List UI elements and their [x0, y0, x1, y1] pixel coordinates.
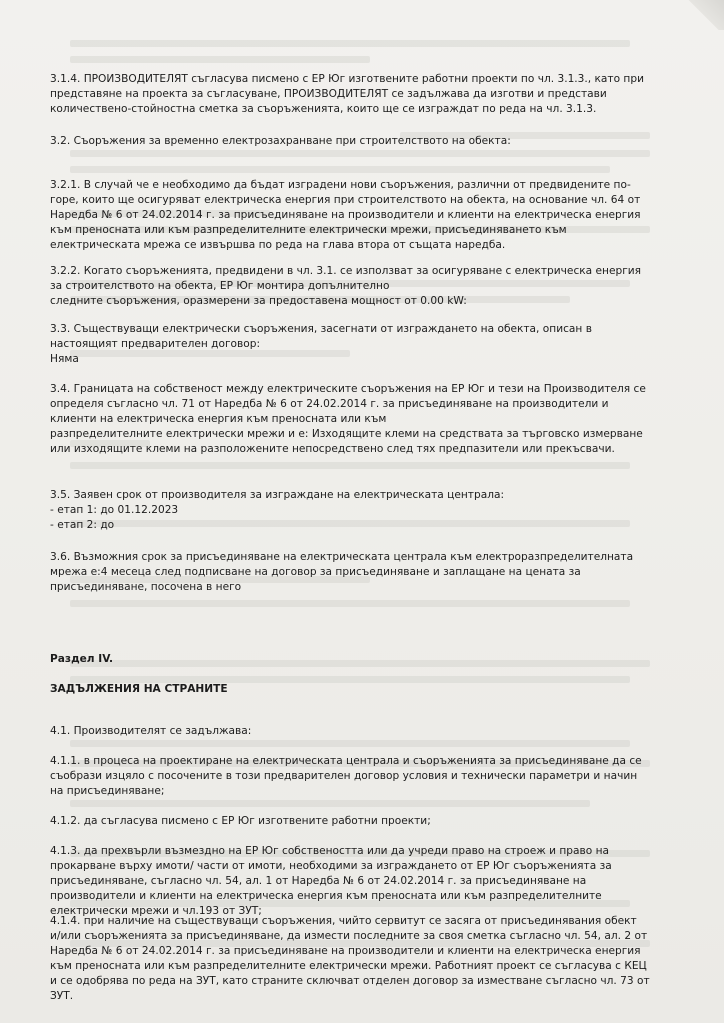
clause-4-1-2: 4.1.2. да съгласува писмено с ЕР Юг изготвените работни проекти;: [50, 815, 431, 827]
page-corner-fold: [684, 0, 724, 30]
section-label: Раздел IV.: [50, 653, 114, 665]
section-title: ЗАДЪЛЖЕНИЯ НА СТРАНИТЕ: [50, 683, 228, 695]
clause-3-5-stage-2: - етап 2: до: [50, 519, 115, 531]
clause-3-2-2-intro: 3.2.2. Когато съоръженията, предвидени в чл. 3.1. се използват за осигуряване с електрическа енергия за строителството на обекта, ЕР Юг монтира допълнително: [50, 265, 642, 292]
clause-3-3: 3.3. Съществуващи електрически съоръжения, засегнати от изграждането на обекта, описан в настоящият предварителен договор:: [50, 323, 592, 350]
clause-3-2-2-power: следните съоръжения, оразмерени за предоставена мощност от 0.00 kW:: [50, 295, 467, 307]
clause-3-4-part2: разпределителните електрически мрежи и е: Изходящите клеми на средствата за търговско измерване или изходящите клеми на разположените непосредствено след тях предпазители или прекъсвачи.: [50, 428, 643, 455]
clause-3-3-value: Няма: [50, 353, 79, 365]
clause-4-1-1: 4.1.1. в процеса на проектиране на електрическата централа и съоръженията за присъединяване да се съобрази изцяло с посочените в този предварителен договор условия и технически параметри и начин на присъединяване;: [50, 755, 642, 797]
clause-3-5-stage-1: - етап 1: до 01.12.2023: [50, 504, 179, 516]
clause-3-6: 3.6. Възможния срок за присъединяване на електрическата централа към електроразпределителната мрежа е:4 месеца след подписване на договор за присъединяване и заплащане на цената за присъединяване, посочена в него: [50, 551, 634, 593]
clause-3-2-1: 3.2.1. В случай че е необходимо да бъдат изградени нови съоръжения, различни от предвидените по-горе, които ще осигуряват електрическа енергия при строителството на обекта, на основание чл. 64 от Наредба № 6 от 24.02.2014 г. за присъединяване на производители и клиенти на електрическа енергия към преносната или към разпределителните електрически мрежи, присъединяването към електрическата мрежа се извършва по реда на глава втора от същата наредба.: [50, 179, 641, 251]
clause-4-1: 4.1. Производителят се задължава:: [50, 725, 252, 737]
clause-3-5: 3.5. Заявен срок от производителя за изграждане на електрическата централа:: [50, 489, 505, 501]
clause-3-4-part1: 3.4. Границата на собственост между електрическите съоръжения на ЕР Юг и тези на Производителя се определя съгласно чл. 71 от Наредба № 6 от 24.02.2014 г. за присъединяване на производители и клиенти на електрическа енергия към преносната или към: [50, 383, 646, 425]
clause-3-1-4: 3.1.4. ПРОИЗВОДИТЕЛЯТ съгласува писмено с ЕР Юг изготвените работни проекти по чл. 3.1.3., като при представяне на проекта за съгласуване, ПРОИЗВОДИТЕЛЯТ се задължава да изготви и представи количествено-стойностна сметка за съоръженията, които ще се изграждат по реда на чл. 3.1.3.: [50, 73, 644, 115]
clause-4-1-4: 4.1.4. при наличие на съществуващи съоръжения, чийто сервитут се засяга от присъединявания обект и/или съоръженията за присъединяване, да измести последните за своя сметка съгласно чл. 54, ал. 2 от Наредба № 6 от 24.02.2014 г. за присъединяване на производители и клиенти на електрическа енергия към преносната или към разпределителните електрически мрежи. Работният проект се съгласува с КЕЦ и се одобрява по реда на ЗУТ, като страните сключват отделен договор за изместване съгласно чл. 73 от ЗУТ.: [50, 915, 650, 1002]
clause-4-1-3: 4.1.3. да прехвърли възмездно на ЕР Юг собствеността или да учреди право на строеж и право на прокарване върху имоти/ части от имоти, необходими за изграждането от ЕР Юг съоръженията за присъединяване, съгласно чл. 54, ал. 1 от Наредба № 6 от 24.02.2014 г. за присъединяване на производители и клиенти на електрическа енергия към преносната или към разпределителните електрически мрежи и чл.193 от ЗУТ;: [50, 845, 612, 917]
clause-3-2: 3.2. Съоръжения за временно електрозахранване при строителството на обекта:: [50, 135, 511, 147]
